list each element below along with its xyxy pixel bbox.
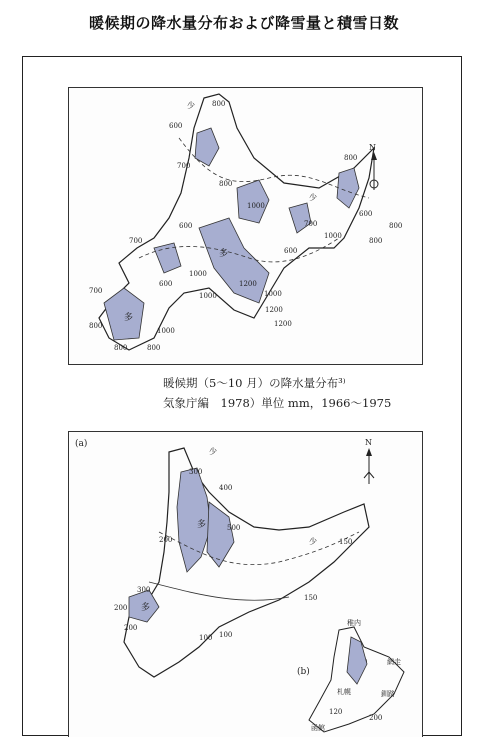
place-label: 網走 xyxy=(387,658,401,666)
contour-label: 800 xyxy=(212,100,226,108)
figure1-caption-line2: 気象庁編 1978）単位 mm，1966〜1975 xyxy=(163,396,392,410)
contour-label: 800 xyxy=(219,180,233,188)
precipitation-map-drawing xyxy=(69,88,422,364)
contour-label: 1200 xyxy=(274,320,292,328)
contour-label: 700 xyxy=(129,237,143,245)
region-mark-low: 少 xyxy=(309,537,317,546)
shade-area-north xyxy=(195,128,219,166)
contour-label: 600 xyxy=(159,280,173,288)
north-label: N xyxy=(365,438,372,447)
contour-label: 800 xyxy=(344,154,358,162)
contour-label: 1000 xyxy=(157,327,175,335)
contour-label: 700 xyxy=(304,220,318,228)
contour-label: 300 xyxy=(189,468,203,476)
contour-label: 800 xyxy=(89,322,103,330)
contour-label: 1000 xyxy=(264,290,282,298)
precipitation-map xyxy=(68,87,423,365)
region-mark: 多 xyxy=(124,313,134,323)
contour-label: 150 xyxy=(304,594,318,602)
region-mark: 多 xyxy=(197,520,207,530)
contour-label: 600 xyxy=(169,122,183,130)
contour-label: 800 xyxy=(114,344,128,352)
contour-line xyxy=(149,582,289,600)
region-mark: 多 xyxy=(141,603,151,613)
place-label: 函館 xyxy=(311,724,325,732)
north-arrow-icon xyxy=(370,152,378,190)
contour-label: 200 xyxy=(159,536,173,544)
shade-area-mid xyxy=(289,203,311,233)
region-mark: 多 xyxy=(219,249,229,259)
contour-label: 400 xyxy=(219,484,233,492)
contour-label: 600 xyxy=(179,222,193,230)
figure1-caption-line1: 暖候期（5〜10 月）の降水量分布³⁾ xyxy=(163,376,346,390)
north-arrow-icon xyxy=(364,448,374,484)
contour-label: 700 xyxy=(177,162,191,170)
panel-a-label: (a) xyxy=(75,439,88,449)
panel-b-label: (b) xyxy=(297,667,310,677)
contour-label: 150 xyxy=(339,538,353,546)
contour-label: 200 xyxy=(114,604,128,612)
shade-area-center xyxy=(207,502,234,567)
contour-label: 800 xyxy=(369,237,383,245)
place-label: 釧路 xyxy=(381,690,395,698)
contour-label: 200 xyxy=(369,714,383,722)
contour-label: 1200 xyxy=(265,306,283,314)
place-label: 札幌 xyxy=(337,688,351,696)
contour-label: 120 xyxy=(329,708,343,716)
contour-label: 800 xyxy=(147,344,161,352)
contour-label: 1200 xyxy=(239,280,257,288)
place-label: 稚内 xyxy=(347,619,361,627)
contour-label: 100 xyxy=(219,631,233,639)
region-mark-low: 少 xyxy=(209,447,217,456)
contour-label: 200 xyxy=(124,624,138,632)
contour-label: 100 xyxy=(199,634,213,642)
hokkaido-coastline xyxy=(124,448,369,677)
contour-label: 600 xyxy=(284,247,298,255)
shade-area-southwest2 xyxy=(154,243,181,273)
contour-label: 800 xyxy=(389,222,403,230)
north-label: N xyxy=(369,143,376,152)
contour-label: 600 xyxy=(359,210,373,218)
contour-label: 700 xyxy=(89,287,103,295)
region-mark-low: 少 xyxy=(309,193,317,202)
contour-label: 500 xyxy=(227,524,241,532)
contour-label: 300 xyxy=(137,586,151,594)
contour-label: 1000 xyxy=(199,292,217,300)
figure-frame xyxy=(22,56,462,736)
snowfall-map-drawing xyxy=(69,432,422,738)
snowfall-map xyxy=(68,431,423,737)
contour-label: 1000 xyxy=(189,270,207,278)
contour-label: 1000 xyxy=(324,232,342,240)
region-mark-low: 少 xyxy=(187,101,195,110)
page-title: 暖候期の降水量分布および降雪量と積雪日数 xyxy=(88,14,399,32)
contour-label: 1000 xyxy=(247,202,265,210)
shade-area-east xyxy=(337,168,359,208)
inset-shade-area xyxy=(347,637,367,684)
